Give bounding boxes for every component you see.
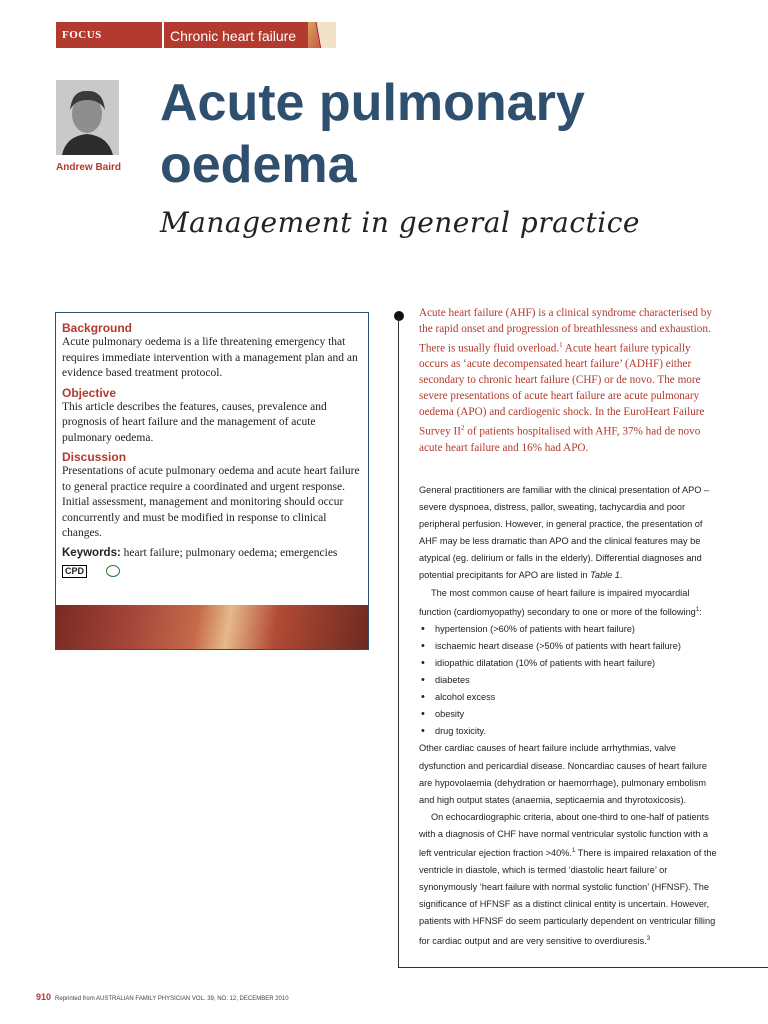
body-paragraph-2-end: : (699, 606, 702, 617)
section-title: Chronic heart failure (170, 28, 297, 44)
keywords-text: heart failure; pulmonary oedema; emergencies (120, 546, 338, 559)
banner-divider (162, 22, 164, 48)
lead-ref-1: 1 (559, 340, 563, 349)
focus-label: FOCUS (62, 29, 102, 41)
lead-paragraph (419, 306, 715, 457)
author-photo (56, 80, 119, 155)
abstract-artwork (56, 605, 368, 649)
playing-card-illustration (315, 22, 336, 48)
list-item: • idiopathic dilatation (10% of patients with heart failure) (419, 655, 719, 672)
lead-ref-2: 2 (460, 424, 465, 433)
background-heading: Background (62, 321, 133, 335)
section-banner (56, 22, 336, 48)
page-number: 910 (36, 992, 52, 1002)
author-name: Andrew Baird (56, 162, 122, 173)
abstract-box (55, 312, 369, 650)
table-reference: Table 1 (590, 570, 620, 581)
list-item: • hypertension (>60% of patients with heart failure) (419, 621, 719, 638)
cpd-icon: CPD (62, 565, 87, 578)
body-paragraph-4-text-b: There is impaired relaxation of the ventricle in diastole, which is termed ‘diastolic heart failure’ or synonymously ‘heart failure with normal systolic function’ (HFNSF). The significance of HFNSF as a distinct clinical entity is uncertain. However, patients with HFNSF do seem particularly dependent on ventricular filling for cardiac output and are very sensitive to overdiuresis. (419, 848, 717, 946)
list-item: • obesity (419, 706, 719, 723)
list-item: • drug toxicity. (419, 723, 719, 740)
discussion-text: Presentations of acute pulmonary oedema and acute heart failure to general practice require a coordinated and urgent response. Initial assessment, management and monitoring should occur concurrently and must be modified in response to clinical changes. (62, 465, 360, 539)
discussion-heading: Discussion (62, 450, 127, 464)
body-paragraph-4 (419, 809, 719, 950)
body-paragraph-2-text: The most common cause of heart failure is impaired myocardial function (cardiomyopathy) secondary to one or more of the following (419, 587, 696, 617)
article-subtitle: Management in general practice (160, 206, 640, 239)
body-paragraph-1-end: . (619, 570, 623, 581)
column-divider-line (398, 318, 399, 968)
objective-text: This article describes the features, causes, prevalence and prognosis of heart failure and the management of acute pulmonary oedema. (62, 400, 327, 444)
abstract-icons (62, 565, 362, 579)
keywords-label: Keywords: (62, 546, 121, 559)
background-text: Acute pulmonary oedema is a life threatening emergency that requires immediate intervention with a management plan and an evidence based treatment protocol. (62, 336, 358, 379)
leaf-icon (106, 565, 120, 577)
body-ref: 1 (571, 848, 576, 855)
lead-text-2: Acute heart failure typically occurs as ‘acute decompensated heart failure’ (ADHF) either secondary to chronic heart failure (CHF) or de novo. The more severe presentations of acute heart failure are acute pulmonary oedema (APO) and cardiogenic shock. In the EuroHeart Failure Survey II (419, 342, 705, 438)
cause-list (419, 621, 719, 741)
body-paragraph-3: Other cardiac causes of heart failure include arrhythmias, valve dysfunction and pericardial disease. Noncardiac causes of heart failure are hypovolaemia (dehydration or haemorrhage), pulmonary embolism and high output states (anaemia, septicaemia and thyrotoxicosis). (419, 743, 708, 805)
column-bottom-line (398, 967, 768, 968)
objective-heading: Objective (62, 385, 117, 400)
body-paragraph-4-text-a: On echocardiographic criteria, about one-third to one-half of patients with a diagnosis of CHF have normal ventricular systolic function with a left ventricular ejection fraction >40%. (419, 811, 709, 859)
body-ref: 1 (695, 606, 700, 613)
lead-text-1: Acute heart failure (AHF) is a clinical syndrome characterised by the rapid onset and progression of breathlessness and exhaustion. There is usually fluid overload. (419, 307, 712, 355)
body-ref: 3 (646, 935, 651, 942)
list-item: • ischaemic heart disease (>50% of patients with heart failure) (419, 638, 719, 655)
article-title: Acute pulmonary oedema (160, 74, 585, 194)
banner-artwork (308, 22, 336, 48)
list-item: • diabetes (419, 672, 719, 689)
body-paragraph-2 (419, 585, 719, 621)
body-paragraph-1-text: General practitioners are familiar with the clinical presentation of APO – severe dyspnoea, distress, pallor, sweating, tachycardia and poor peripheral perfusion. However, in general practice, the presentation of AHF may be less dramatic than APO and the clinical features may be atypical (eg. delirium or falls in the elderly). Differential diagnoses and potential precipitants for APO are listed in (419, 485, 710, 581)
list-item: • alcohol excess (419, 689, 719, 706)
keywords (62, 546, 362, 562)
column-marker-dot (394, 311, 404, 321)
body-text (419, 482, 719, 950)
lead-text-3: of patients hospitalised with AHF, 37% had de novo acute heart failure and 16% had APO. (419, 425, 701, 454)
citation: Reprinted from AUSTRALIAN FAMILY PHYSICIAN VOL. 39, NO. 12, DECEMBER 2010 (55, 996, 289, 1002)
body-paragraph-1 (419, 482, 719, 585)
page-footer (36, 992, 289, 1002)
